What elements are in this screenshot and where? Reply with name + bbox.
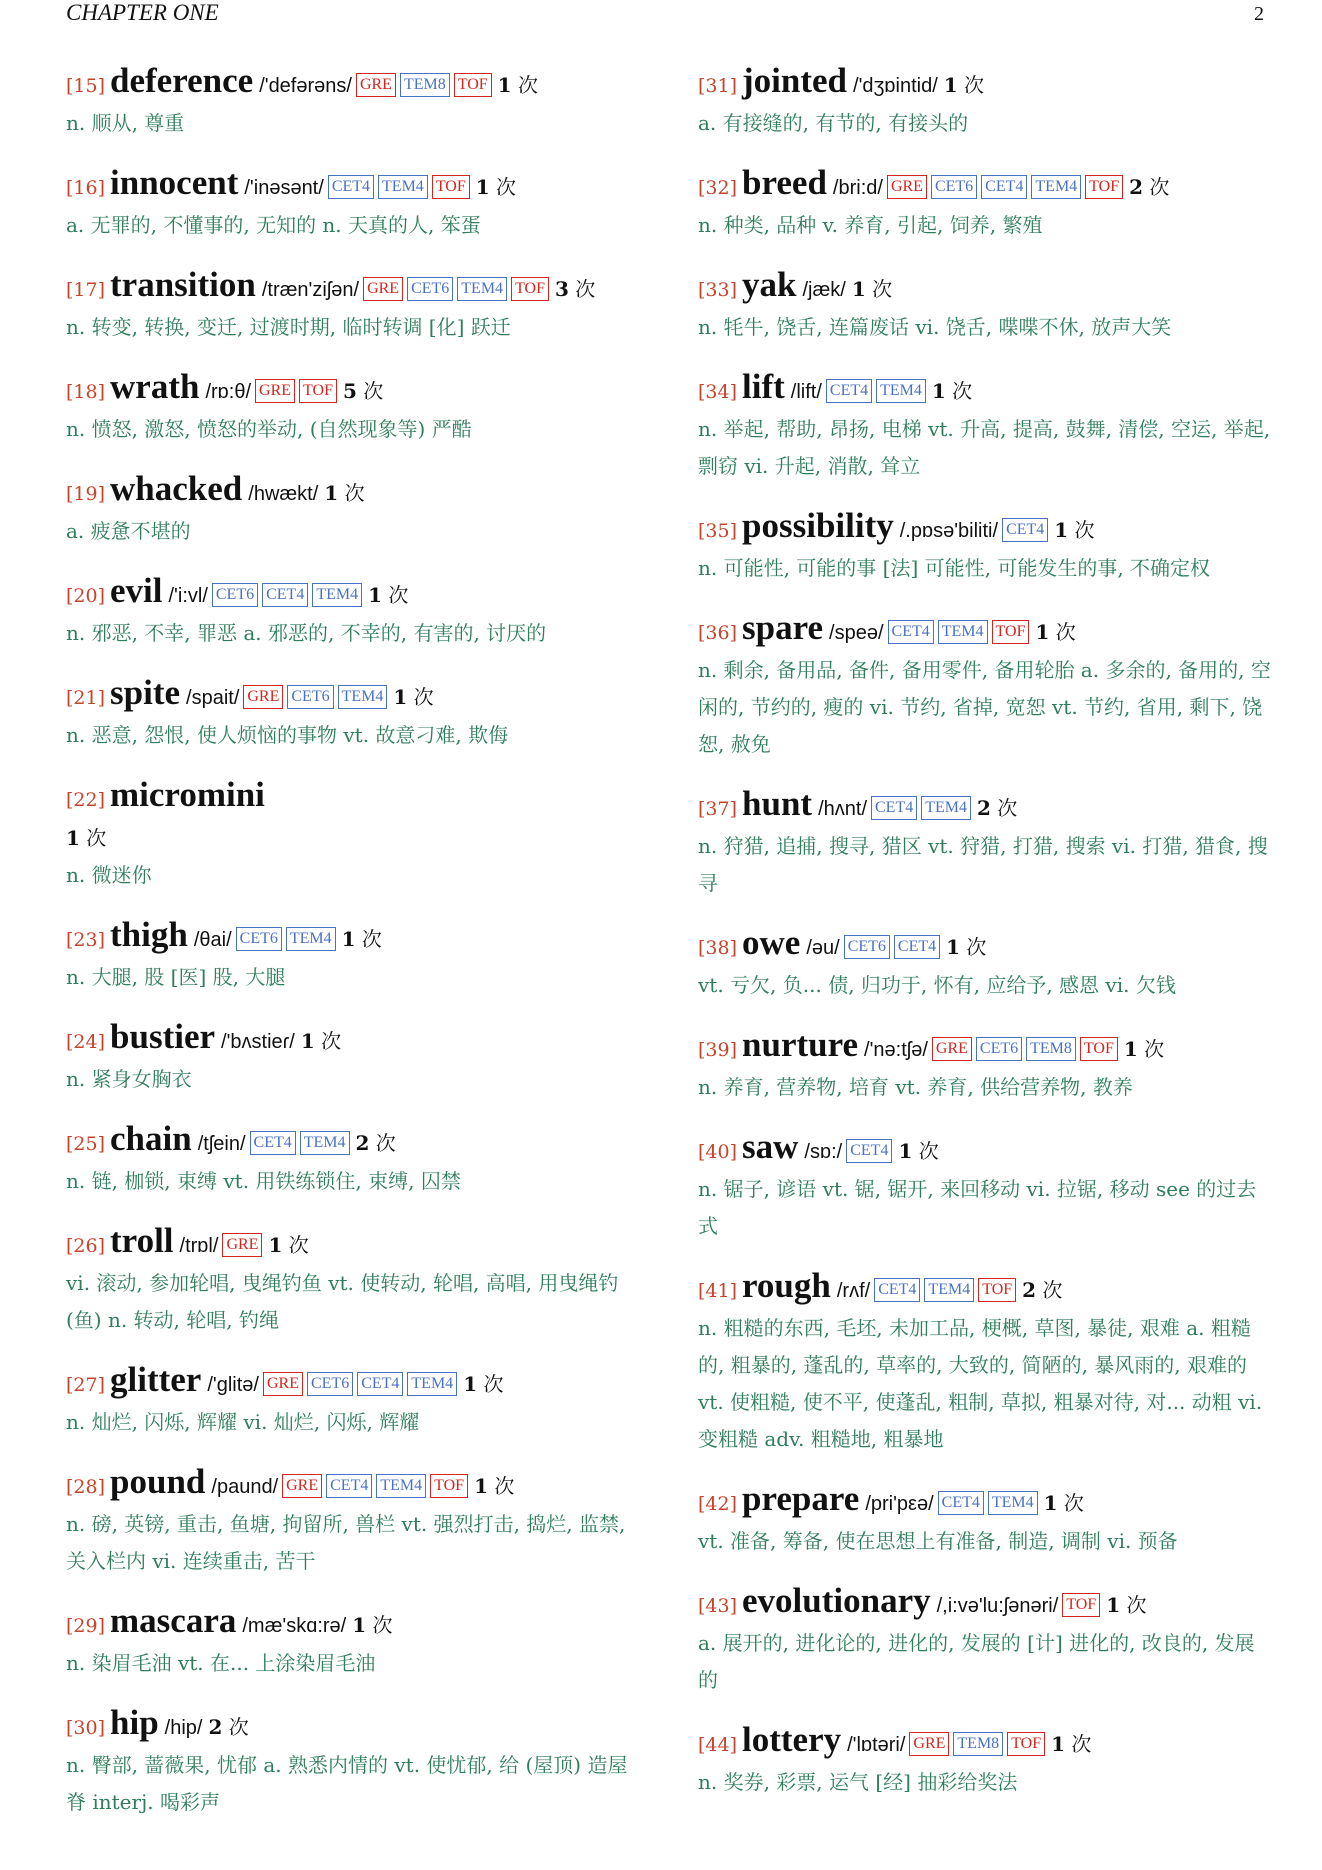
exam-tag-cet6: CET6 [407, 277, 453, 301]
vocab-entry [66, 1704, 639, 1821]
entry-number: [40] [698, 1141, 738, 1163]
definition: n. 大腿, 股 [医] 股, 大腿 [66, 965, 286, 989]
vocab-entry [66, 1361, 639, 1441]
exam-tag-tem4: TEM4 [988, 1491, 1038, 1515]
entry-headline [66, 1018, 639, 1061]
phonetic: /'bʌstieɾ/ [221, 1031, 295, 1053]
exam-tag-tof: TOF [1062, 1593, 1100, 1617]
entry-number: [24] [66, 1031, 106, 1053]
vocab-entry [698, 62, 1271, 142]
exam-tag-cet6: CET6 [844, 935, 890, 959]
entry-number: [36] [698, 622, 738, 644]
definition: a. 疲惫不堪的 [66, 519, 191, 543]
definition: n. 可能性, 可能的事 [法] 可能性, 可能发生的事, 不确定权 [698, 556, 1211, 580]
entry-number: [21] [66, 687, 106, 709]
entry-headline [66, 572, 639, 615]
definition: vt. 亏欠, 负... 债, 归功于, 怀有, 应给予, 感恩 vi. 欠钱 [698, 973, 1176, 997]
exam-tag-cet4: CET4 [846, 1139, 892, 1163]
headword: glitter [110, 1360, 202, 1399]
entry-headline [66, 916, 639, 959]
definition: n. 恶意, 怨恨, 使人烦恼的事物 vt. 故意刁难, 欺侮 [66, 723, 509, 747]
exam-tag-cet4: CET4 [262, 583, 308, 607]
headword: owe [742, 923, 801, 962]
vocab-entry [66, 776, 639, 894]
exam-tag-tof: TOF [978, 1278, 1016, 1302]
exam-tag-gre: GRE [263, 1372, 303, 1396]
occurrence-count: 1 次 [946, 935, 987, 959]
phonetic: /əu/ [806, 937, 840, 959]
entry-headline [698, 507, 1271, 550]
exam-tag-cet4: CET4 [326, 1474, 372, 1498]
occurrence-count: 1 次 [341, 927, 382, 951]
right-column [698, 62, 1271, 1823]
exam-tag-tof: TOF [454, 73, 492, 97]
entry-number: [39] [698, 1039, 738, 1061]
occurrence-count: 1 次 [475, 175, 517, 199]
vocab-entry [66, 62, 639, 142]
entry-number: [42] [698, 1493, 738, 1515]
exam-tag-gre: GRE [243, 685, 283, 709]
entry-number: [31] [698, 75, 738, 97]
occurrence-count: 1 次 [497, 73, 538, 97]
definition: vi. 滚动, 参加轮唱, 曳绳钓鱼 vt. 使转动, 轮唱, 高唱, 用曳绳钓 (鱼) n. 转动, 轮唱, 钓绳 [66, 1271, 619, 1332]
definition: n. 链, 枷锁, 束缚 vt. 用铁练锁住, 束缚, 囚禁 [66, 1169, 461, 1193]
definition: a. 有接缝的, 有节的, 有接头的 [698, 111, 969, 135]
phonetic: /hwækt/ [248, 483, 319, 505]
entry-number: [41] [698, 1280, 738, 1302]
entry-headline [698, 924, 1271, 967]
entry-headline [698, 785, 1271, 828]
entry-number: [26] [66, 1235, 106, 1257]
vocab-entry [698, 1267, 1271, 1458]
entry-number: [18] [66, 381, 106, 403]
occurrence-count: 1 次 [898, 1139, 939, 1163]
exam-tag-gre: GRE [932, 1037, 972, 1061]
definition: n. 愤怒, 激怒, 愤怒的举动, (自然现象等) 严酷 [66, 417, 472, 441]
phonetic: /pri'pεə/ [865, 1493, 934, 1515]
headword: spite [110, 673, 181, 712]
exam-tag-tem8: TEM8 [1026, 1037, 1076, 1061]
vocab-entry [698, 266, 1271, 346]
occurrence-count: 1 次 [1123, 1037, 1165, 1061]
occurrence-count: 1 次 [268, 1233, 309, 1257]
phonetic: /lift/ [790, 381, 822, 403]
occurrence-count: 2 次 [208, 1715, 249, 1739]
headword: whacked [110, 469, 243, 508]
exam-tag-gre: GRE [909, 1732, 949, 1756]
vocab-entry [66, 1463, 639, 1580]
vocab-entry [698, 1480, 1271, 1560]
vocab-entry [698, 164, 1271, 244]
occurrence-count: 2 次 [1129, 175, 1170, 199]
definition: n. 转变, 转换, 变迁, 过渡时期, 临时转调 [化] 跃迁 [66, 315, 511, 339]
definition: vt. 准备, 筹备, 使在思想上有准备, 制造, 调制 vi. 预备 [698, 1529, 1178, 1553]
phonetic: /tʃein/ [197, 1133, 246, 1155]
exam-tag-tem4: TEM4 [300, 1131, 350, 1155]
headword: possibility [742, 506, 894, 545]
vocab-entry [66, 1602, 639, 1682]
phonetic: /hip/ [164, 1717, 203, 1739]
exam-tag-tem4: TEM4 [376, 1474, 426, 1498]
entry-number: [44] [698, 1734, 738, 1756]
entry-headline [698, 62, 1271, 105]
entry-number: [25] [66, 1133, 106, 1155]
phonetic: /θai/ [193, 929, 232, 951]
entry-headline [66, 1602, 639, 1645]
definition: n. 奖券, 彩票, 运气 [经] 抽彩给奖法 [698, 1770, 1018, 1794]
definition: n. 狩猎, 追捕, 搜寻, 猎区 vt. 狩猎, 打猎, 搜索 vi. 打猎, 猎食, 搜寻 [698, 834, 1268, 895]
chapter-title: CHAPTER ONE [66, 0, 219, 25]
entry-headline [66, 470, 639, 513]
definition: n. 染眉毛油 vt. 在... 上涂染眉毛油 [66, 1651, 376, 1675]
definition: n. 微迷你 [66, 863, 152, 887]
occurrence-count: 1 次 [352, 1613, 393, 1637]
entry-number: [34] [698, 381, 738, 403]
exam-tag-cet6: CET6 [212, 583, 258, 607]
vocab-entry [66, 470, 639, 550]
vocab-entry [66, 368, 639, 448]
exam-tag-cet4: CET4 [328, 175, 374, 199]
phonetic: /'i:vl/ [168, 585, 208, 607]
entry-number: [38] [698, 937, 738, 959]
headword: saw [742, 1127, 799, 1166]
headword: lottery [742, 1720, 842, 1759]
exam-tag-cet4: CET4 [357, 1372, 403, 1396]
occurrence-count: 1 次 [1043, 1491, 1084, 1515]
exam-tag-tem4: TEM4 [921, 796, 971, 820]
exam-tag-tem4: TEM4 [924, 1278, 974, 1302]
headword: pound [110, 1462, 206, 1501]
definition: n. 灿烂, 闪烁, 辉耀 vi. 灿烂, 闪烁, 辉耀 [66, 1410, 420, 1434]
exam-tag-tem4: TEM4 [312, 583, 362, 607]
phonetic: /'inəsənt/ [244, 177, 324, 199]
exam-tag-cet4: CET4 [871, 796, 917, 820]
entry-headline [698, 266, 1271, 309]
exam-tag-tem4: TEM4 [457, 277, 507, 301]
exam-tag-tem4: TEM4 [286, 927, 336, 951]
entry-number: [19] [66, 483, 106, 505]
headword: rough [742, 1266, 831, 1305]
entry-headline [698, 164, 1271, 207]
vocab-entry [66, 916, 639, 996]
page-number: 2 [1254, 3, 1264, 25]
definition: n. 剩余, 备用品, 备件, 备用零件, 备用轮胎 a. 多余的, 备用的, 空闲的, 节约的, 瘦的 vi. 节约, 省掉, 宽恕 vt. 节约, 省用, 剩下, 饶恕, 赦免 [698, 658, 1271, 756]
vocab-entry [698, 1721, 1271, 1801]
exam-tag-cet4: CET4 [826, 379, 872, 403]
headword: jointed [742, 61, 848, 100]
entry-headline [698, 609, 1271, 652]
exam-tag-tem4: TEM4 [938, 620, 988, 644]
entry-number: [15] [66, 75, 106, 97]
entry-headline [66, 674, 639, 717]
exam-tag-cet4: CET4 [1002, 518, 1048, 542]
vocab-entry [66, 1018, 639, 1098]
entry-number: [17] [66, 279, 106, 301]
definition: n. 紧身女胸衣 [66, 1067, 192, 1091]
vocab-entry [66, 674, 639, 754]
exam-tag-tem8: TEM8 [953, 1732, 1003, 1756]
exam-tag-tem4: TEM4 [407, 1372, 457, 1396]
phonetic: /,i:və'lu:ʃənəri/ [936, 1595, 1059, 1617]
exam-tag-cet4: CET4 [250, 1131, 296, 1155]
exam-tag-cet6: CET6 [307, 1372, 353, 1396]
definition: a. 展开的, 进化论的, 进化的, 发展的 [计] 进化的, 改良的, 发展的 [698, 1631, 1255, 1692]
vocab-entry [698, 924, 1271, 1004]
vocab-entry [66, 1222, 639, 1339]
entry-headline [66, 368, 639, 411]
phonetic: /.pɒsə'biliti/ [899, 520, 999, 542]
entry-headline [698, 368, 1271, 411]
definition: n. 邪恶, 不幸, 罪恶 a. 邪恶的, 不幸的, 有害的, 讨厌的 [66, 621, 547, 645]
headword: lift [742, 367, 785, 406]
exam-tag-cet4: CET4 [888, 620, 934, 644]
vocab-entry [66, 572, 639, 652]
headword: nurture [742, 1025, 859, 1064]
headword: hunt [742, 784, 813, 823]
exam-tag-tem4: TEM4 [338, 685, 388, 709]
vocab-entry [698, 1026, 1271, 1106]
exam-tag-gre: GRE [363, 277, 403, 301]
phonetic: /'nə:tʃə/ [864, 1039, 928, 1061]
exam-tag-tof: TOF [1085, 175, 1123, 199]
entry-headline [698, 1026, 1271, 1069]
entry-headline [698, 1267, 1271, 1310]
phonetic: /rʌf/ [836, 1280, 871, 1302]
occurrence-count: 1 次 [474, 1474, 515, 1498]
exam-tag-gre: GRE [887, 175, 927, 199]
vocab-entry [66, 1120, 639, 1200]
definition: n. 粗糙的东西, 毛坯, 未加工品, 梗概, 草图, 暴徒, 艰难 a. 粗糙的, 粗暴的, 蓬乱的, 草率的, 大致的, 简陋的, 暴风雨的, 艰难的 vt. 使粗糙, 使不平, 使蓬乱, 粗制, 草拟, 粗暴对待, 对... 动粗 vi. 变粗糙 adv. 粗糙地, 粗暴地 [698, 1316, 1263, 1451]
phonetic: /'lɒtəri/ [847, 1734, 906, 1756]
definition: n. 锯子, 谚语 vt. 锯, 锯开, 来回移动 vi. 拉锯, 移动 see 的过去式 [698, 1177, 1257, 1238]
headword: chain [110, 1119, 192, 1158]
occurrence-count: 1 次 [943, 73, 985, 97]
entry-headline [698, 1128, 1271, 1171]
occurrence-count: 1 次 [368, 583, 409, 607]
phonetic: /speə/ [829, 622, 884, 644]
headword: innocent [110, 163, 239, 202]
phonetic: /mæ'skɑ:rə/ [242, 1615, 347, 1637]
definition: n. 牦牛, 饶舌, 连篇废话 vi. 饶舌, 喋喋不休, 放声大笑 [698, 315, 1172, 339]
phonetic: /rɒ:θ/ [205, 381, 252, 403]
phonetic: /paund/ [211, 1476, 279, 1498]
headword: evil [110, 571, 163, 610]
occurrence-count: 3 次 [555, 277, 596, 301]
entry-headline [66, 1463, 639, 1506]
occurrence-count: 1 次 [1106, 1593, 1147, 1617]
exam-tag-tof: TOF [432, 175, 470, 199]
headword: yak [742, 265, 797, 304]
vocab-entry [698, 785, 1271, 902]
occurrence-count: 1 次 [1051, 1732, 1092, 1756]
entry-number: [16] [66, 177, 106, 199]
exam-tag-gre: GRE [255, 379, 295, 403]
entry-headline [698, 1480, 1271, 1523]
definition: n. 臀部, 蔷薇果, 忧郁 a. 熟悉内情的 vt. 使忧郁, 给 (屋顶) 造屋脊 interj. 喝彩声 [66, 1753, 628, 1814]
entry-number: [32] [698, 177, 738, 199]
phonetic: /sɒ:/ [804, 1141, 843, 1163]
definition: n. 顺从, 尊重 [66, 111, 185, 135]
exam-tag-cet4: CET4 [874, 1278, 920, 1302]
exam-tag-cet4: CET4 [894, 935, 940, 959]
headword: breed [742, 163, 827, 202]
entry-number: [33] [698, 279, 738, 301]
phonetic: /bri:d/ [832, 177, 883, 199]
entry-headline [66, 1120, 639, 1163]
entry-number: [20] [66, 585, 106, 607]
entry-number: [29] [66, 1615, 106, 1637]
occurrence-count: 2 次 [1022, 1278, 1063, 1302]
entry-headline [66, 62, 639, 105]
exam-tag-tem4: TEM4 [1031, 175, 1081, 199]
occurrence-count: 1 次 [393, 685, 434, 709]
vocab-entry [66, 266, 639, 346]
occurrence-count: 1 次 [463, 1372, 504, 1396]
occurrence-count: 1 次 [66, 826, 107, 850]
entry-headline [66, 266, 639, 309]
definition: a. 无罪的, 不懂事的, 无知的 n. 天真的人, 笨蛋 [66, 213, 481, 237]
exam-tag-tof: TOF [511, 277, 549, 301]
exam-tag-gre: GRE [222, 1233, 262, 1257]
phonetic: /'glitə/ [207, 1374, 259, 1396]
exam-tag-cet4: CET4 [981, 175, 1027, 199]
headword: mascara [110, 1601, 237, 1640]
entry-number: [28] [66, 1476, 106, 1498]
left-column [66, 62, 639, 1843]
entry-number: [22] [66, 789, 106, 811]
entry-headline [66, 776, 639, 857]
exam-tag-tof: TOF [430, 1474, 468, 1498]
headword: prepare [742, 1479, 860, 1518]
phonetic: /hʌnt/ [818, 798, 867, 820]
exam-tag-tem4: TEM4 [378, 175, 428, 199]
exam-tag-cet6: CET6 [236, 927, 282, 951]
entry-headline [698, 1721, 1271, 1764]
vocab-entry [698, 609, 1271, 763]
vocab-entry [698, 368, 1271, 485]
exam-tag-tof: TOF [992, 620, 1030, 644]
exam-tag-gre: GRE [282, 1474, 322, 1498]
definition: n. 举起, 帮助, 昂扬, 电梯 vt. 升高, 提高, 鼓舞, 清偿, 空运, 举起, 剽窃 vi. 升起, 消散, 耸立 [698, 417, 1271, 478]
vocab-entry [698, 507, 1271, 587]
entry-number: [35] [698, 520, 738, 542]
headword: wrath [110, 367, 200, 406]
phonetic: /trɒl/ [179, 1235, 219, 1257]
headword: transition [110, 265, 256, 304]
definition: n. 种类, 品种 v. 养育, 引起, 饲养, 繁殖 [698, 213, 1043, 237]
headword: evolutionary [742, 1581, 931, 1620]
occurrence-count: 5 次 [342, 379, 384, 403]
phonetic: /jæk/ [802, 279, 846, 301]
definition: n. 磅, 英镑, 重击, 鱼塘, 拘留所, 兽栏 vt. 强烈打击, 捣烂, 监禁, 关入栏内 vi. 连续重击, 苦干 [66, 1512, 626, 1573]
entry-number: [27] [66, 1374, 106, 1396]
vocab-entry [698, 1582, 1271, 1699]
exam-tag-cet6: CET6 [931, 175, 977, 199]
occurrence-count: 1 次 [300, 1029, 342, 1053]
headword: troll [110, 1221, 174, 1260]
exam-tag-cet4: CET4 [938, 1491, 984, 1515]
headword: spare [742, 608, 824, 647]
headword: bustier [110, 1017, 216, 1056]
occurrence-count: 2 次 [355, 1131, 396, 1155]
headword: micromini [110, 775, 265, 814]
entry-number: [43] [698, 1595, 738, 1617]
occurrence-count: 2 次 [977, 796, 1018, 820]
entry-headline [66, 1222, 639, 1265]
exam-tag-tof: TOF [299, 379, 337, 403]
occurrence-count: 1 次 [1054, 518, 1095, 542]
phonetic: /'dʒɒintid/ [853, 75, 938, 97]
phonetic: /'defərəns/ [259, 75, 352, 97]
vocab-entry [66, 164, 639, 244]
exam-tag-tof: TOF [1080, 1037, 1118, 1061]
vocab-entry [698, 1128, 1271, 1245]
exam-tag-cet6: CET6 [976, 1037, 1022, 1061]
entry-number: [37] [698, 798, 738, 820]
occurrence-count: 1 次 [931, 379, 973, 403]
headword: hip [110, 1703, 159, 1742]
exam-tag-tem4: TEM4 [876, 379, 926, 403]
entry-headline [66, 164, 639, 207]
entry-headline [698, 1582, 1271, 1625]
exam-tag-tof: TOF [1007, 1732, 1045, 1756]
occurrence-count: 1 次 [851, 277, 893, 301]
occurrence-count: 1 次 [1035, 620, 1076, 644]
entry-number: [23] [66, 929, 106, 951]
entry-headline [66, 1361, 639, 1404]
phonetic: /spait/ [186, 687, 240, 709]
headword: deference [110, 61, 254, 100]
entry-number: [30] [66, 1717, 106, 1739]
exam-tag-gre: GRE [356, 73, 396, 97]
exam-tag-cet6: CET6 [287, 685, 333, 709]
entry-headline [66, 1704, 639, 1747]
definition: n. 养育, 营养物, 培育 vt. 养育, 供给营养物, 教养 [698, 1075, 1133, 1099]
exam-tag-tem8: TEM8 [400, 73, 450, 97]
phonetic: /træn'ziʃən/ [261, 279, 360, 301]
occurrence-count: 1 次 [324, 481, 365, 505]
headword: thigh [110, 915, 188, 954]
